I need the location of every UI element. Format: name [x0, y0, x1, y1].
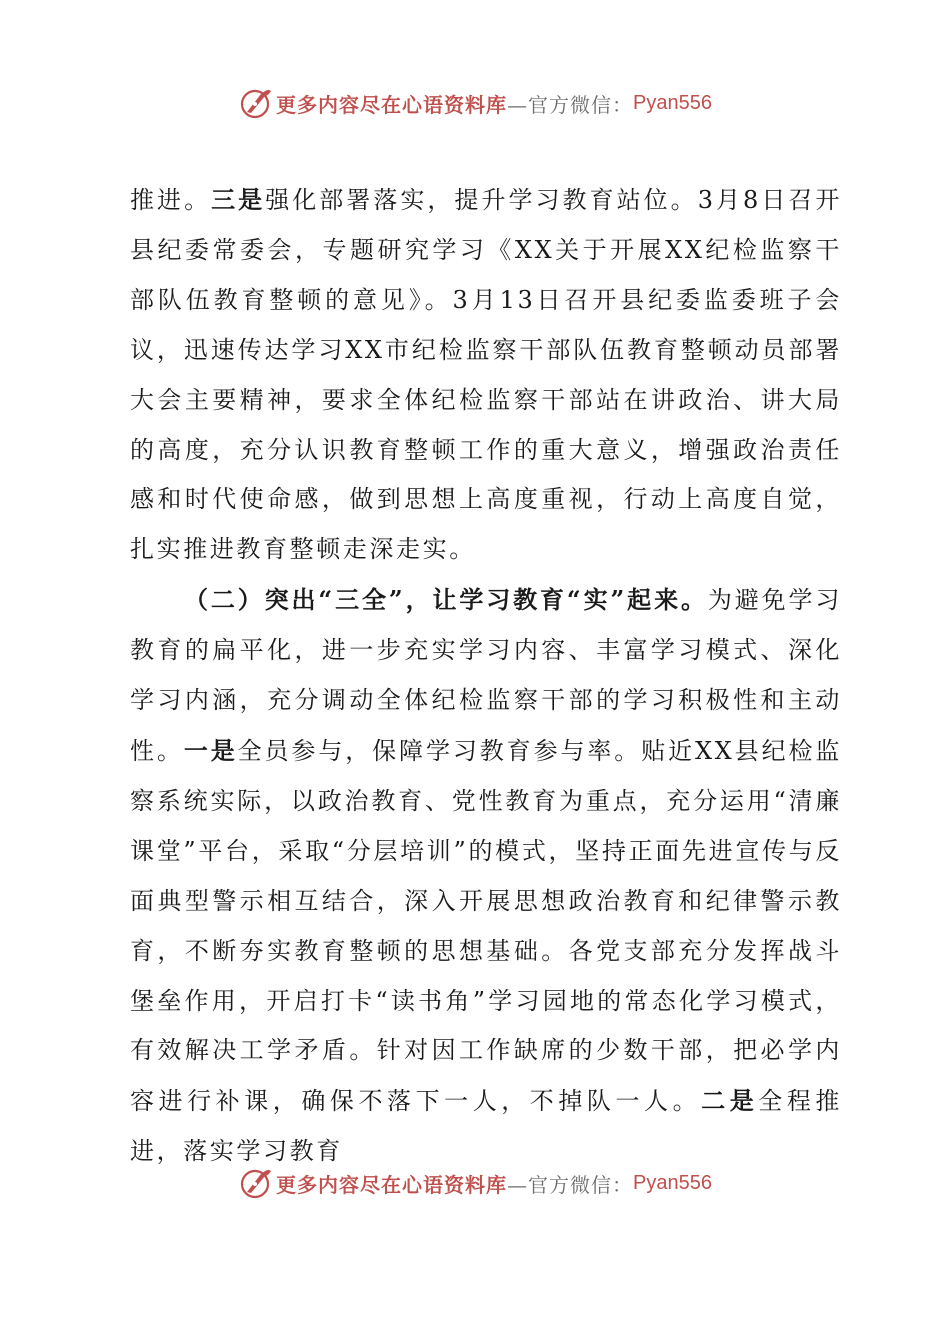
- section-heading: （二）突出“三全”，让学习教育“实”起来。: [184, 585, 708, 615]
- watermark-wechat-label: —官方微信：: [507, 92, 634, 117]
- text-run: 全员参与，保障学习教育参与率。贴近XX县纪检监察系统实际，以政治教育、党性教育为重点，充分运用“清廉课堂”平台，采取“分层培训”的模式，坚持正面先进宣传与反面典型警示相互结合，深入开展思想政治教育和纪律警示教育，不断夯实教育整顿的思想基础。各党支部充分发挥战斗堡垒作用，开启打卡“读书角”学习园地的常态化学习模式，有效解决工学矛盾。针对因工作缺席的少数干部，把必学内容进行补课，确保不落下一人，不掉队一人。: [130, 736, 842, 1116]
- document-body: [130, 175, 842, 1177]
- watermark-wechat-handle: Pyan556: [633, 1171, 712, 1194]
- text-run: 推进。: [130, 186, 212, 214]
- watermark-lead-text: 更多内容尽在心语资料库: [276, 92, 508, 117]
- paragraph-1: [130, 175, 842, 575]
- watermark-lead-text: 更多内容尽在心语资料库: [276, 1172, 508, 1197]
- header-watermark: [0, 83, 950, 123]
- text-run: 强化部署落实，提升学习教育站位。3月8日召开县纪委常委会，专题研究学习《XX关于开展XX纪检监察干部队伍教育整顿的意见》。3月13日召开县纪委监委班子会议，迅速传达学习XX市纪检监察干部队伍教育整顿动员部署大会主要精神，要求全体纪检监察干部站在讲政治、讲大局的高度，充分认识教育整顿工作的重大意义，增强政治责任感和时代使命感，做到思想上高度重视，行动上高度自觉，扎实推进教育整顿走深走实。: [130, 186, 842, 564]
- bold-run: 三是: [211, 185, 266, 214]
- watermark-wechat-label: —官方微信：: [507, 1172, 634, 1197]
- bold-run: 一是: [183, 735, 238, 765]
- footer-watermark: [0, 1163, 950, 1203]
- bold-run: 二是: [701, 1086, 759, 1116]
- watermark-wechat-handle: Pyan556: [633, 91, 712, 114]
- quill-pen-logo-icon: [238, 1165, 274, 1201]
- paragraph-2: [130, 575, 842, 1177]
- quill-pen-logo-icon: [238, 85, 274, 121]
- text-run: 为避免学习教育的扁平化，进一步充实学习内容、丰富学习模式、深化学习内涵，充分调动全体纪检监察干部的学习积极性和主动性。: [130, 586, 842, 765]
- text-run: 全程推进，落实学习教育: [130, 1087, 842, 1166]
